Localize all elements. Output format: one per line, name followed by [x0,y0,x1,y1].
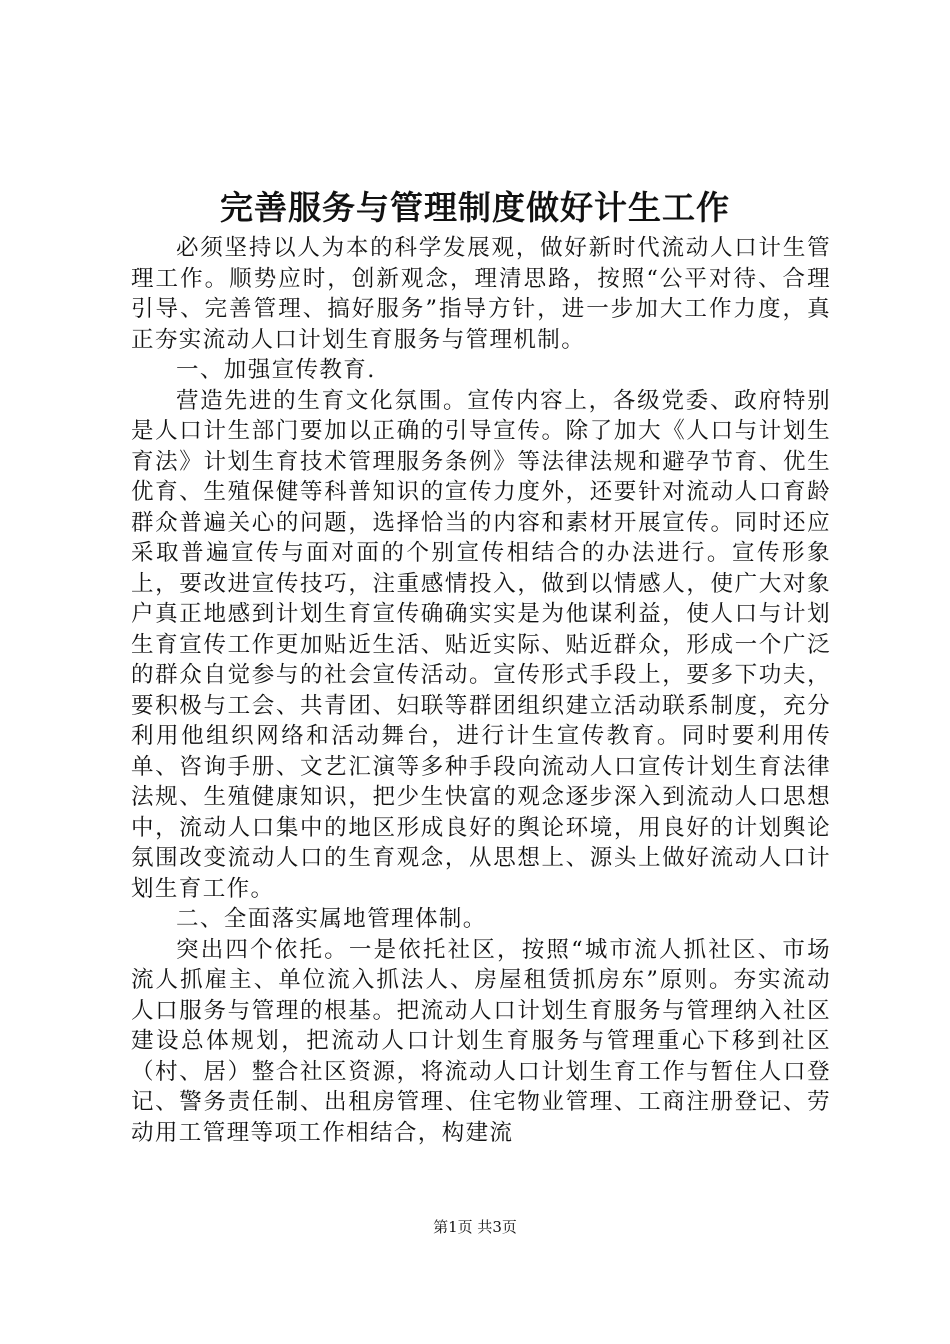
section-1-heading: 一、加强宣传教育. [176,357,376,383]
page-number-footer: 第1页 共3页 [433,1218,517,1236]
section-1-paragraph: 营造先进的生育文化氛围。宣传内容上，各级党委、政府特别是人口计生部门要加以正确的引导宣传。除了加大《人口与计划生育法》计划生育技术管理服务条例》等法律法规和避孕节育、优生优育、生殖保健等科普知识的宣传力度外，还要针对流动人口育龄群众普遍关心的问题，选择恰当的内容和素材开展宣传。同时还应采取普遍宣传与面对面的个别宣传相结合的办法进行。宣传形象上，要改进宣传技巧，注重感情投入，做到以情感人，使广大对象户真正地感到计划生育宣传确确实实是为他谋利益，使人口与计划生育宣传工作更加贴近生活、贴近实际、贴近群众，形成一个广泛的群众自觉参与的社会宣传活动。宣传形式手段上，要多下功夫，要积极与工会、共青团、妇联等群团组织建立活动联系制度，充分利用他组织网络和活动舞台，进行计生宣传教育。同时要利用传单、咨询手册、文艺汇演等多种手段向流动人口宣传计划生育法律法规、生殖健康知识，把少生快富的观念逐步深入到流动人口思想中，流动人口集中的地区形成良好的舆论环境，用良好的计划舆论氛围改变流动人口的生育观念，从思想上、源头上做好流动人口计划生育工作。 [131,387,831,902]
document-body [131,233,831,1148]
section-2-paragraph: 突出四个依托。一是依托社区，按照“城市流人抓社区、市场流人抓雇主、单位流入抓法人、房屋租赁抓房东”原则。夯实流动人口服务与管理的根基。把流动人口计划生育服务与管理纳入社区建设总体规划，把流动人口计划生育服务与管理重心下移到社区（村、居）整合社区资源，将流动人口计划生育工作与暂住人口登记、警务责任制、出租房管理、住宅物业管理、工商注册登记、劳动用工管理等项工作相结合，构建流 [131,936,831,1146]
section-2-heading: 二、全面落实属地管理体制。 [176,906,487,932]
intro-paragraph: 必须坚持以人为本的科学发展观，做好新时代流动人口计生管理工作。顺势应时，创新观念，理清思路，按照“公平对待、合理引导、完善管理、搞好服务”指导方针，进一步加大工作力度，真正夯实流动人口计划生育服务与管理机制。 [131,235,831,353]
document-title: 完善服务与管理制度做好计生工作 [220,188,730,227]
